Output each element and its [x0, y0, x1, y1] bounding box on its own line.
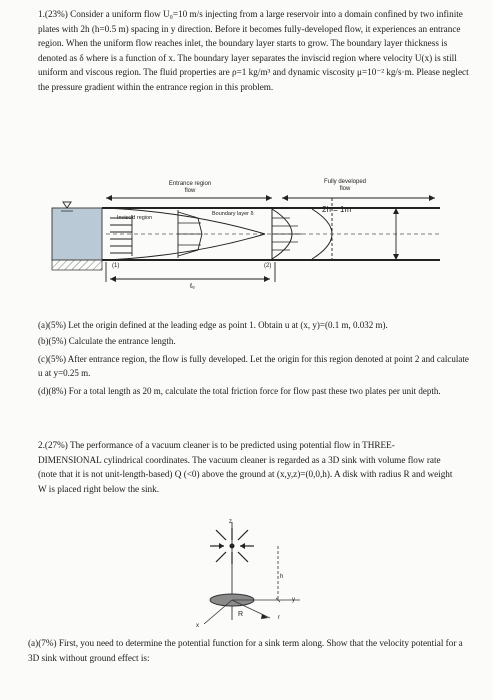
sink-point — [230, 544, 235, 549]
question-1c: (c)(5%) After entrance region, the flow is fully developed. Let the origin for this region denoted at point 2 and calculate u at y=0.25 m. — [38, 354, 469, 378]
problem1-intro: 1.(23%) Consider a uniform flow U₀=10 m/s injecting from a large reservoir into a domain confined by two infinite plates with 2h (h=0.5 m) spacing in y direction. Before it becomes fully-developed flow, it experiences an entrance region. When the uniform flow reaches inlet, the boundary layer starts to grow. The boundary layer thickness is denoted as δ where is a function of x. The boundary layer separates the inviscid region where velocity U(x) is still uniform and viscous region. The fluid properties are ρ=1 kg/m³ and dynamic viscosity μ=10⁻² kg/s·m. Please neglect the pressure gradient within the entrance region in this problem. — [38, 9, 469, 92]
problem2-intro: 2.(27%) The performance of a vacuum cleaner is to be predicted using potential flow in THREE-DIMENSIONAL cylindrical coordinates. The vacuum cleaner is regarded as a 3D sink with volume flow rate (note that it is not unit-length-based) Q (<0) above the ground at (x,y,z)=(0,0,h). A disk with radius R and weight W is placed right below the sink. — [38, 440, 453, 494]
plate-spacing-label: 2h = 1m — [322, 205, 352, 214]
question-2a: (a)(7%) First, you need to determine the potential function for a sink term along. Show that the velocity potential for a 3D sink without ground effect is: — [28, 638, 463, 663]
fully-developed-flow-label: flow — [339, 186, 351, 192]
boundary-layer-label: Boundary layer δ — [212, 211, 254, 217]
question-1a: (a)(5%) Let the origin defined at the leading edge as point 1. Obtain u at (x, y)=(0.1 m, 0.032 m). — [38, 320, 388, 330]
question-1b: (b)(5%) Calculate the entrance length. — [38, 336, 176, 346]
question-1d: (d)(8%) For a total length as 20 m, calculate the total friction force for flow past these two plates per unit depth. — [38, 386, 441, 396]
reservoir-wall — [52, 260, 102, 270]
point-1-label: (1) — [112, 263, 120, 269]
y-axis-label: y — [292, 597, 295, 603]
fully-developed-label: Fully developed — [323, 179, 367, 185]
r-axis-label: r — [278, 615, 280, 621]
lower-boundary-layer — [106, 234, 265, 260]
h-label: h — [280, 574, 284, 580]
inviscid-region-label: Inviscid region — [117, 215, 153, 221]
water-level-icon — [63, 202, 71, 208]
inlet-arrows — [110, 215, 132, 256]
entrance-region-label: Entrance region — [168, 181, 212, 187]
entrance-length-label: ℓₑ — [190, 283, 195, 290]
entrance-flow-figure — [50, 178, 445, 303]
point-2-label: (2) — [264, 263, 272, 269]
reservoir — [52, 208, 102, 260]
disk-radius-label: R — [238, 611, 244, 618]
z-axis-label: z — [229, 519, 232, 525]
sink-disk-figure — [190, 520, 310, 630]
entrance-flow-label: flow — [184, 188, 196, 194]
x-axis-label: x — [196, 623, 199, 629]
